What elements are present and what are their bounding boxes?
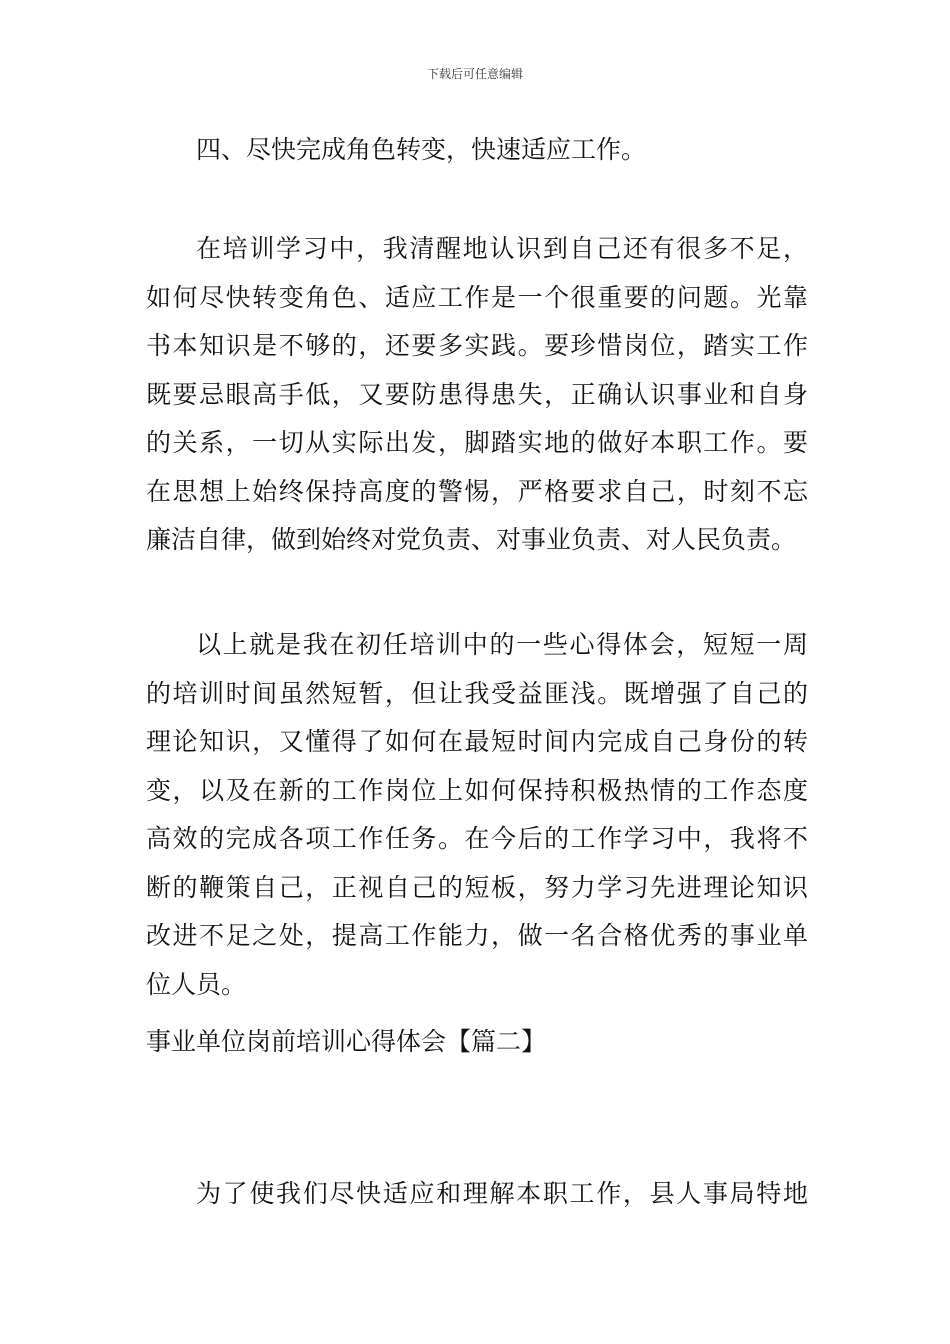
- paragraph-line: 的培训时间虽然短暂，但让我受益匪浅。既增强了自己的: [146, 678, 808, 708]
- paragraph-line: 理论知识，又懂得了如何在最短时间内完成自己身份的转: [146, 727, 808, 756]
- paragraph-2: [146, 621, 808, 1009]
- paragraph-line: 在思想上始终保持高度的警惕，严格要求自己，时刻不忘: [146, 476, 808, 506]
- paragraph-3: [146, 1170, 808, 1219]
- paragraph-line: 书本知识是不够的，还要多实践。要珍惜岗位，踏实工作: [146, 331, 808, 360]
- article-title-block: [146, 1018, 808, 1067]
- article-title: 事业单位岗前培训心得体会【篇二】: [146, 1027, 547, 1056]
- paragraph-line: 既要忌眼高手低，又要防患得患失，正确认识事业和自身: [146, 379, 808, 409]
- section-heading-block: [146, 126, 808, 175]
- paragraph-line: 如何尽快转变角色、适应工作是一个很重要的问题。光靠: [146, 282, 808, 312]
- paragraph-line: 的关系，一切从实际出发，脚踏实地的做好本职工作。要: [146, 428, 808, 457]
- paragraph-line: 以上就是我在初任培训中的一些心得体会，短短一周: [196, 630, 808, 659]
- paragraph-line: 变，以及在新的工作岗位上如何保持积极热情的工作态度: [146, 775, 808, 805]
- section-heading: 四、尽快完成角色转变，快速适应工作。: [196, 135, 647, 164]
- paragraph-line: 位人员。: [146, 969, 247, 999]
- paragraph-line: 断的鞭策自己，正视自己的短板，努力学习先进理论知识: [146, 872, 808, 902]
- paragraph-line: 高效的完成各项工作任务。在今后的工作学习中，我将不: [146, 824, 808, 853]
- header-note: 下载后可任意编辑: [426, 67, 523, 81]
- paragraph-line: 在培训学习中，我清醒地认识到自己还有很多不足，: [196, 234, 808, 263]
- paragraph-line: 廉洁自律，做到始终对党负责、对事业负责、对人民负责。: [146, 525, 797, 554]
- paragraph-line: 为了使我们尽快适应和理解本职工作，县人事局特地: [196, 1179, 808, 1208]
- paragraph-1: [146, 225, 808, 565]
- paragraph-line: 改进不足之处，提高工作能力，做一名合格优秀的事业单: [146, 921, 808, 950]
